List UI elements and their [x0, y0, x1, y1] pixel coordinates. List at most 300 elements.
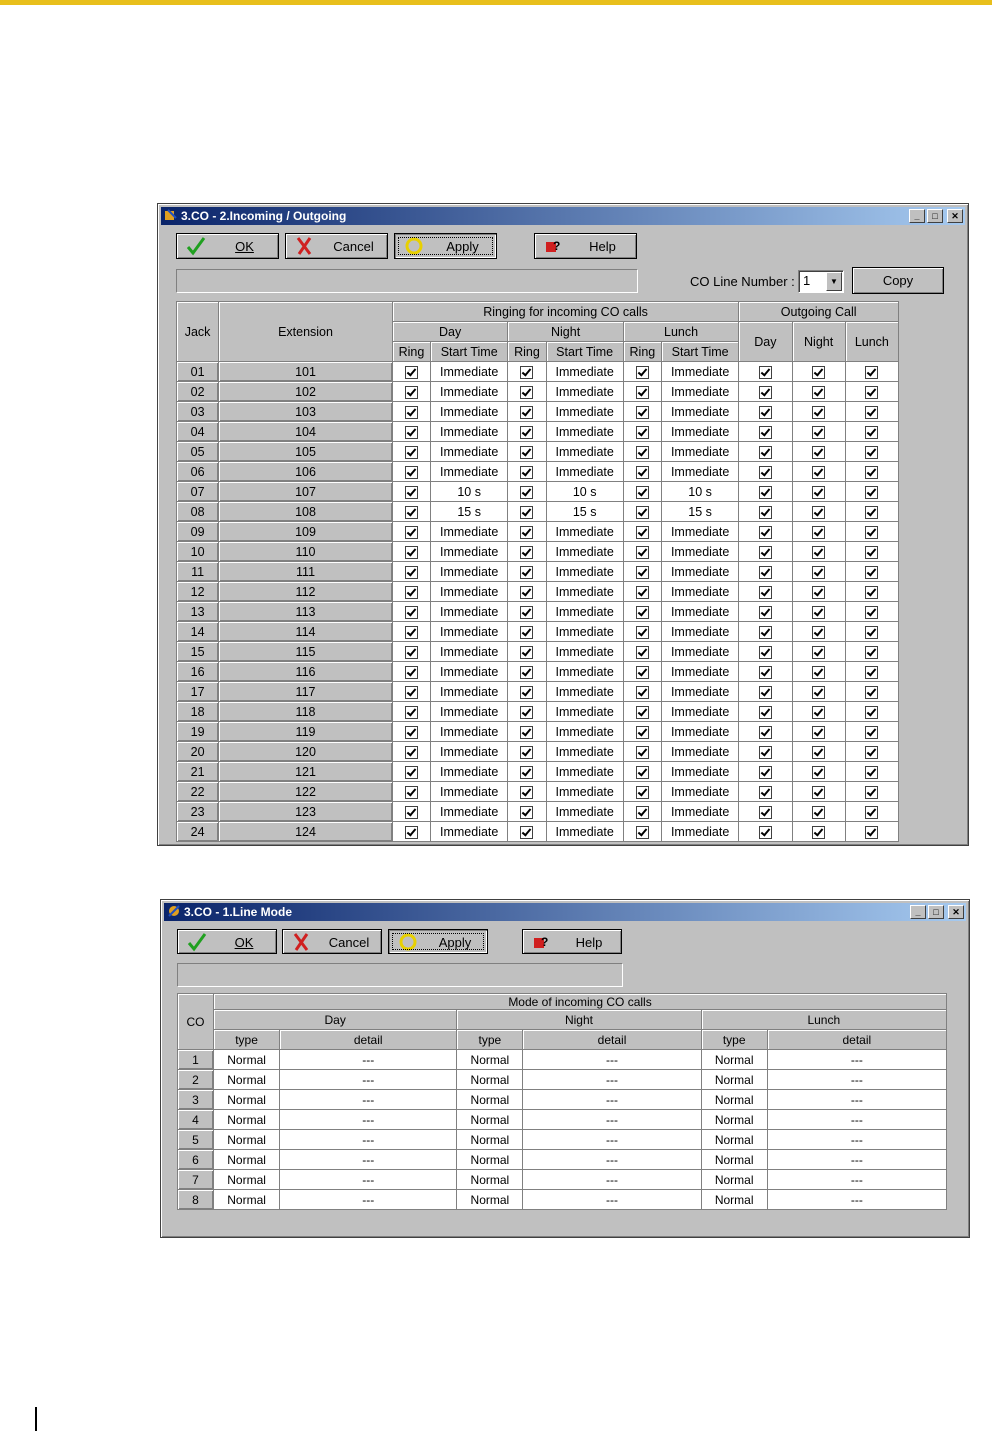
checkbox-cell[interactable] [623, 402, 661, 422]
checkbox-checked[interactable] [520, 806, 533, 819]
checkbox-checked[interactable] [405, 666, 418, 679]
lunch-start-time-cell[interactable]: Immediate [661, 602, 738, 622]
checkbox-checked[interactable] [812, 406, 825, 419]
checkbox-checked[interactable] [405, 726, 418, 739]
night-start-time-cell[interactable]: Immediate [546, 442, 623, 462]
checkbox-cell[interactable] [508, 582, 546, 602]
checkbox-checked[interactable] [812, 726, 825, 739]
maximize-icon[interactable]: □ [927, 209, 943, 223]
checkbox-checked[interactable] [636, 646, 649, 659]
checkbox-checked[interactable] [759, 426, 772, 439]
lunch-start-time-cell[interactable]: Immediate [661, 782, 738, 802]
checkbox-checked[interactable] [405, 766, 418, 779]
checkbox-cell[interactable] [508, 482, 546, 502]
lunch-start-time-cell[interactable]: 15 s [661, 502, 738, 522]
day-type-cell[interactable]: Normal [214, 1070, 280, 1090]
checkbox-cell[interactable] [392, 602, 430, 622]
checkbox-checked[interactable] [759, 366, 772, 379]
lunch-detail-cell[interactable]: --- [767, 1070, 946, 1090]
help-button[interactable]: ? Help [534, 233, 637, 259]
checkbox-checked[interactable] [405, 546, 418, 559]
lunch-start-time-cell[interactable]: Immediate [661, 362, 738, 382]
night-start-time-cell[interactable]: Immediate [546, 562, 623, 582]
checkbox-cell[interactable] [845, 762, 898, 782]
checkbox-cell[interactable] [623, 522, 661, 542]
checkbox-checked[interactable] [865, 786, 878, 799]
day-start-time-cell[interactable]: Immediate [431, 402, 508, 422]
checkbox-cell[interactable] [508, 462, 546, 482]
checkbox-cell[interactable] [508, 402, 546, 422]
lunch-start-time-cell[interactable]: Immediate [661, 382, 738, 402]
checkbox-checked[interactable] [636, 606, 649, 619]
checkbox-cell[interactable] [392, 662, 430, 682]
checkbox-cell[interactable] [739, 622, 792, 642]
day-type-cell[interactable]: Normal [214, 1190, 280, 1210]
day-start-time-cell[interactable]: 15 s [431, 502, 508, 522]
checkbox-checked[interactable] [405, 706, 418, 719]
checkbox-checked[interactable] [865, 486, 878, 499]
night-start-time-cell[interactable]: Immediate [546, 462, 623, 482]
checkbox-checked[interactable] [865, 406, 878, 419]
checkbox-cell[interactable] [392, 762, 430, 782]
checkbox-cell[interactable] [845, 702, 898, 722]
checkbox-cell[interactable] [739, 382, 792, 402]
night-start-time-cell[interactable]: Immediate [546, 642, 623, 662]
checkbox-checked[interactable] [520, 686, 533, 699]
checkbox-cell[interactable] [508, 502, 546, 522]
lunch-start-time-cell[interactable]: Immediate [661, 422, 738, 442]
day-start-time-cell[interactable]: Immediate [431, 542, 508, 562]
checkbox-cell[interactable] [508, 362, 546, 382]
checkbox-cell[interactable] [845, 382, 898, 402]
ok-button[interactable]: OK [177, 929, 277, 954]
checkbox-checked[interactable] [636, 506, 649, 519]
checkbox-checked[interactable] [759, 706, 772, 719]
checkbox-cell[interactable] [623, 462, 661, 482]
checkbox-checked[interactable] [812, 706, 825, 719]
checkbox-checked[interactable] [520, 646, 533, 659]
checkbox-cell[interactable] [739, 722, 792, 742]
checkbox-cell[interactable] [623, 602, 661, 622]
checkbox-checked[interactable] [520, 406, 533, 419]
checkbox-cell[interactable] [508, 782, 546, 802]
checkbox-cell[interactable] [845, 582, 898, 602]
checkbox-checked[interactable] [812, 386, 825, 399]
day-detail-cell[interactable]: --- [280, 1090, 457, 1110]
checkbox-checked[interactable] [636, 426, 649, 439]
checkbox-cell[interactable] [508, 702, 546, 722]
checkbox-cell[interactable] [792, 722, 845, 742]
checkbox-checked[interactable] [865, 386, 878, 399]
checkbox-checked[interactable] [812, 666, 825, 679]
lunch-type-cell[interactable]: Normal [701, 1110, 767, 1130]
lunch-detail-cell[interactable]: --- [767, 1050, 946, 1070]
checkbox-cell[interactable] [508, 562, 546, 582]
checkbox-cell[interactable] [792, 622, 845, 642]
checkbox-checked[interactable] [520, 546, 533, 559]
checkbox-cell[interactable] [623, 682, 661, 702]
checkbox-cell[interactable] [792, 682, 845, 702]
checkbox-cell[interactable] [739, 822, 792, 842]
checkbox-cell[interactable] [845, 822, 898, 842]
checkbox-cell[interactable] [392, 462, 430, 482]
title-bar[interactable] [161, 207, 965, 225]
lunch-detail-cell[interactable]: --- [767, 1110, 946, 1130]
checkbox-checked[interactable] [520, 526, 533, 539]
checkbox-checked[interactable] [405, 486, 418, 499]
night-start-time-cell[interactable]: Immediate [546, 602, 623, 622]
lunch-start-time-cell[interactable]: Immediate [661, 702, 738, 722]
checkbox-cell[interactable] [739, 642, 792, 662]
cancel-button[interactable]: Cancel [282, 929, 382, 954]
day-start-time-cell[interactable]: Immediate [431, 622, 508, 642]
checkbox-cell[interactable] [845, 802, 898, 822]
lunch-start-time-cell[interactable]: Immediate [661, 562, 738, 582]
checkbox-checked[interactable] [865, 726, 878, 739]
checkbox-cell[interactable] [739, 682, 792, 702]
checkbox-cell[interactable] [508, 722, 546, 742]
night-start-time-cell[interactable]: Immediate [546, 702, 623, 722]
checkbox-cell[interactable] [792, 562, 845, 582]
checkbox-checked[interactable] [636, 546, 649, 559]
night-start-time-cell[interactable]: Immediate [546, 802, 623, 822]
checkbox-cell[interactable] [392, 362, 430, 382]
checkbox-checked[interactable] [520, 486, 533, 499]
checkbox-checked[interactable] [636, 626, 649, 639]
checkbox-cell[interactable] [623, 502, 661, 522]
checkbox-checked[interactable] [759, 826, 772, 839]
night-detail-cell[interactable]: --- [523, 1150, 701, 1170]
help-button[interactable]: ? Help [522, 929, 622, 954]
checkbox-checked[interactable] [865, 646, 878, 659]
checkbox-cell[interactable] [392, 682, 430, 702]
night-type-cell[interactable]: Normal [457, 1170, 523, 1190]
checkbox-cell[interactable] [739, 742, 792, 762]
checkbox-checked[interactable] [759, 566, 772, 579]
checkbox-cell[interactable] [739, 462, 792, 482]
checkbox-cell[interactable] [392, 822, 430, 842]
night-type-cell[interactable]: Normal [457, 1090, 523, 1110]
checkbox-cell[interactable] [845, 742, 898, 762]
checkbox-cell[interactable] [739, 662, 792, 682]
checkbox-cell[interactable] [792, 522, 845, 542]
lunch-start-time-cell[interactable]: Immediate [661, 682, 738, 702]
checkbox-cell[interactable] [623, 482, 661, 502]
checkbox-cell[interactable] [508, 662, 546, 682]
checkbox-cell[interactable] [508, 422, 546, 442]
day-start-time-cell[interactable]: Immediate [431, 662, 508, 682]
checkbox-cell[interactable] [508, 602, 546, 622]
night-start-time-cell[interactable]: Immediate [546, 382, 623, 402]
night-type-cell[interactable]: Normal [457, 1130, 523, 1150]
lunch-start-time-cell[interactable]: Immediate [661, 522, 738, 542]
checkbox-cell[interactable] [508, 522, 546, 542]
minimize-icon[interactable]: _ [910, 905, 926, 919]
checkbox-checked[interactable] [759, 466, 772, 479]
checkbox-checked[interactable] [759, 506, 772, 519]
lunch-start-time-cell[interactable]: Immediate [661, 662, 738, 682]
day-start-time-cell[interactable]: Immediate [431, 602, 508, 622]
lunch-start-time-cell[interactable]: Immediate [661, 762, 738, 782]
checkbox-checked[interactable] [812, 766, 825, 779]
checkbox-checked[interactable] [405, 366, 418, 379]
checkbox-checked[interactable] [759, 406, 772, 419]
checkbox-checked[interactable] [865, 506, 878, 519]
checkbox-checked[interactable] [759, 386, 772, 399]
apply-button[interactable]: Apply [388, 929, 488, 954]
day-detail-cell[interactable]: --- [280, 1150, 457, 1170]
day-type-cell[interactable]: Normal [214, 1130, 280, 1150]
checkbox-checked[interactable] [812, 586, 825, 599]
checkbox-checked[interactable] [405, 746, 418, 759]
night-detail-cell[interactable]: --- [523, 1190, 701, 1210]
day-start-time-cell[interactable]: Immediate [431, 782, 508, 802]
checkbox-cell[interactable] [845, 682, 898, 702]
checkbox-cell[interactable] [739, 422, 792, 442]
checkbox-cell[interactable] [792, 582, 845, 602]
checkbox-checked[interactable] [812, 646, 825, 659]
checkbox-checked[interactable] [759, 686, 772, 699]
checkbox-checked[interactable] [520, 606, 533, 619]
checkbox-checked[interactable] [865, 426, 878, 439]
checkbox-checked[interactable] [520, 746, 533, 759]
checkbox-cell[interactable] [508, 542, 546, 562]
checkbox-checked[interactable] [405, 566, 418, 579]
checkbox-cell[interactable] [845, 502, 898, 522]
checkbox-cell[interactable] [792, 642, 845, 662]
night-start-time-cell[interactable]: Immediate [546, 622, 623, 642]
checkbox-checked[interactable] [759, 606, 772, 619]
checkbox-cell[interactable] [623, 422, 661, 442]
checkbox-cell[interactable] [508, 742, 546, 762]
checkbox-checked[interactable] [865, 746, 878, 759]
checkbox-checked[interactable] [865, 446, 878, 459]
day-start-time-cell[interactable]: Immediate [431, 742, 508, 762]
lunch-start-time-cell[interactable]: Immediate [661, 642, 738, 662]
checkbox-cell[interactable] [508, 822, 546, 842]
checkbox-checked[interactable] [520, 566, 533, 579]
lunch-start-time-cell[interactable]: Immediate [661, 722, 738, 742]
lunch-start-time-cell[interactable]: 10 s [661, 482, 738, 502]
title-bar[interactable] [164, 903, 966, 921]
checkbox-cell[interactable] [392, 702, 430, 722]
checkbox-cell[interactable] [792, 442, 845, 462]
night-start-time-cell[interactable]: Immediate [546, 782, 623, 802]
checkbox-checked[interactable] [636, 706, 649, 719]
day-start-time-cell[interactable]: Immediate [431, 562, 508, 582]
day-start-time-cell[interactable]: Immediate [431, 762, 508, 782]
lunch-start-time-cell[interactable]: Immediate [661, 742, 738, 762]
checkbox-cell[interactable] [845, 402, 898, 422]
checkbox-checked[interactable] [520, 586, 533, 599]
checkbox-cell[interactable] [739, 762, 792, 782]
day-start-time-cell[interactable]: Immediate [431, 722, 508, 742]
checkbox-cell[interactable] [792, 542, 845, 562]
night-start-time-cell[interactable]: Immediate [546, 762, 623, 782]
night-detail-cell[interactable]: --- [523, 1070, 701, 1090]
checkbox-checked[interactable] [865, 706, 878, 719]
copy-button[interactable]: Copy [852, 267, 944, 294]
cancel-button[interactable]: Cancel [285, 233, 388, 259]
checkbox-checked[interactable] [759, 806, 772, 819]
lunch-start-time-cell[interactable]: Immediate [661, 402, 738, 422]
checkbox-checked[interactable] [520, 386, 533, 399]
minimize-icon[interactable]: _ [909, 209, 925, 223]
night-detail-cell[interactable]: --- [523, 1110, 701, 1130]
day-start-time-cell[interactable]: Immediate [431, 382, 508, 402]
checkbox-checked[interactable] [520, 726, 533, 739]
night-start-time-cell[interactable]: Immediate [546, 402, 623, 422]
lunch-detail-cell[interactable]: --- [767, 1170, 946, 1190]
checkbox-cell[interactable] [623, 782, 661, 802]
day-start-time-cell[interactable]: 10 s [431, 482, 508, 502]
lunch-start-time-cell[interactable]: Immediate [661, 622, 738, 642]
checkbox-cell[interactable] [392, 402, 430, 422]
checkbox-checked[interactable] [520, 786, 533, 799]
checkbox-checked[interactable] [812, 546, 825, 559]
night-detail-cell[interactable]: --- [523, 1170, 701, 1190]
night-start-time-cell[interactable]: Immediate [546, 662, 623, 682]
lunch-type-cell[interactable]: Normal [701, 1050, 767, 1070]
checkbox-cell[interactable] [792, 422, 845, 442]
checkbox-checked[interactable] [759, 586, 772, 599]
checkbox-checked[interactable] [812, 806, 825, 819]
checkbox-cell[interactable] [508, 682, 546, 702]
checkbox-checked[interactable] [865, 766, 878, 779]
checkbox-cell[interactable] [392, 782, 430, 802]
checkbox-checked[interactable] [812, 606, 825, 619]
checkbox-cell[interactable] [392, 622, 430, 642]
checkbox-cell[interactable] [845, 542, 898, 562]
checkbox-checked[interactable] [865, 626, 878, 639]
day-start-time-cell[interactable]: Immediate [431, 422, 508, 442]
checkbox-checked[interactable] [405, 466, 418, 479]
checkbox-cell[interactable] [792, 602, 845, 622]
checkbox-cell[interactable] [792, 482, 845, 502]
checkbox-checked[interactable] [812, 626, 825, 639]
checkbox-checked[interactable] [865, 686, 878, 699]
day-start-time-cell[interactable]: Immediate [431, 582, 508, 602]
checkbox-checked[interactable] [865, 666, 878, 679]
checkbox-cell[interactable] [623, 762, 661, 782]
checkbox-cell[interactable] [508, 622, 546, 642]
checkbox-cell[interactable] [508, 802, 546, 822]
checkbox-cell[interactable] [845, 722, 898, 742]
checkbox-checked[interactable] [520, 766, 533, 779]
checkbox-checked[interactable] [520, 666, 533, 679]
checkbox-checked[interactable] [812, 426, 825, 439]
checkbox-checked[interactable] [636, 526, 649, 539]
lunch-start-time-cell[interactable]: Immediate [661, 442, 738, 462]
day-start-time-cell[interactable]: Immediate [431, 362, 508, 382]
lunch-start-time-cell[interactable]: Immediate [661, 462, 738, 482]
lunch-type-cell[interactable]: Normal [701, 1170, 767, 1190]
lunch-start-time-cell[interactable]: Immediate [661, 582, 738, 602]
checkbox-checked[interactable] [812, 526, 825, 539]
checkbox-cell[interactable] [792, 382, 845, 402]
checkbox-checked[interactable] [636, 466, 649, 479]
checkbox-cell[interactable] [508, 382, 546, 402]
checkbox-checked[interactable] [759, 646, 772, 659]
checkbox-checked[interactable] [636, 486, 649, 499]
checkbox-checked[interactable] [865, 826, 878, 839]
checkbox-cell[interactable] [792, 362, 845, 382]
chevron-down-icon[interactable]: ▼ [826, 272, 842, 291]
checkbox-cell[interactable] [845, 662, 898, 682]
checkbox-checked[interactable] [636, 386, 649, 399]
checkbox-checked[interactable] [405, 606, 418, 619]
checkbox-checked[interactable] [636, 686, 649, 699]
night-start-time-cell[interactable]: Immediate [546, 522, 623, 542]
checkbox-cell[interactable] [623, 822, 661, 842]
checkbox-checked[interactable] [636, 586, 649, 599]
checkbox-cell[interactable] [739, 562, 792, 582]
day-start-time-cell[interactable]: Immediate [431, 462, 508, 482]
day-detail-cell[interactable]: --- [280, 1070, 457, 1090]
close-icon[interactable]: ✕ [947, 209, 963, 223]
day-start-time-cell[interactable]: Immediate [431, 702, 508, 722]
night-detail-cell[interactable]: --- [523, 1090, 701, 1110]
checkbox-checked[interactable] [405, 646, 418, 659]
lunch-type-cell[interactable]: Normal [701, 1150, 767, 1170]
checkbox-cell[interactable] [739, 802, 792, 822]
checkbox-cell[interactable] [392, 422, 430, 442]
lunch-start-time-cell[interactable]: Immediate [661, 822, 738, 842]
maximize-icon[interactable]: □ [928, 905, 944, 919]
close-icon[interactable]: ✕ [948, 905, 964, 919]
night-type-cell[interactable]: Normal [457, 1150, 523, 1170]
day-type-cell[interactable]: Normal [214, 1170, 280, 1190]
checkbox-checked[interactable] [636, 666, 649, 679]
checkbox-cell[interactable] [623, 622, 661, 642]
checkbox-cell[interactable] [392, 442, 430, 462]
lunch-detail-cell[interactable]: --- [767, 1150, 946, 1170]
checkbox-checked[interactable] [636, 766, 649, 779]
checkbox-cell[interactable] [623, 442, 661, 462]
checkbox-checked[interactable] [865, 566, 878, 579]
checkbox-checked[interactable] [405, 586, 418, 599]
checkbox-checked[interactable] [759, 526, 772, 539]
checkbox-cell[interactable] [739, 602, 792, 622]
checkbox-cell[interactable] [845, 482, 898, 502]
checkbox-checked[interactable] [865, 526, 878, 539]
day-start-time-cell[interactable]: Immediate [431, 822, 508, 842]
checkbox-cell[interactable] [623, 802, 661, 822]
day-detail-cell[interactable]: --- [280, 1110, 457, 1130]
checkbox-cell[interactable] [792, 402, 845, 422]
day-detail-cell[interactable]: --- [280, 1170, 457, 1190]
checkbox-checked[interactable] [865, 606, 878, 619]
checkbox-cell[interactable] [739, 582, 792, 602]
checkbox-checked[interactable] [759, 666, 772, 679]
checkbox-checked[interactable] [812, 366, 825, 379]
lunch-start-time-cell[interactable]: Immediate [661, 802, 738, 822]
checkbox-checked[interactable] [520, 446, 533, 459]
checkbox-checked[interactable] [865, 546, 878, 559]
night-start-time-cell[interactable]: Immediate [546, 422, 623, 442]
checkbox-cell[interactable] [623, 542, 661, 562]
checkbox-checked[interactable] [865, 806, 878, 819]
checkbox-cell[interactable] [792, 762, 845, 782]
checkbox-cell[interactable] [845, 782, 898, 802]
checkbox-cell[interactable] [623, 582, 661, 602]
day-start-time-cell[interactable]: Immediate [431, 642, 508, 662]
checkbox-checked[interactable] [759, 446, 772, 459]
checkbox-checked[interactable] [405, 686, 418, 699]
checkbox-cell[interactable] [845, 362, 898, 382]
checkbox-cell[interactable] [392, 522, 430, 542]
checkbox-cell[interactable] [845, 422, 898, 442]
